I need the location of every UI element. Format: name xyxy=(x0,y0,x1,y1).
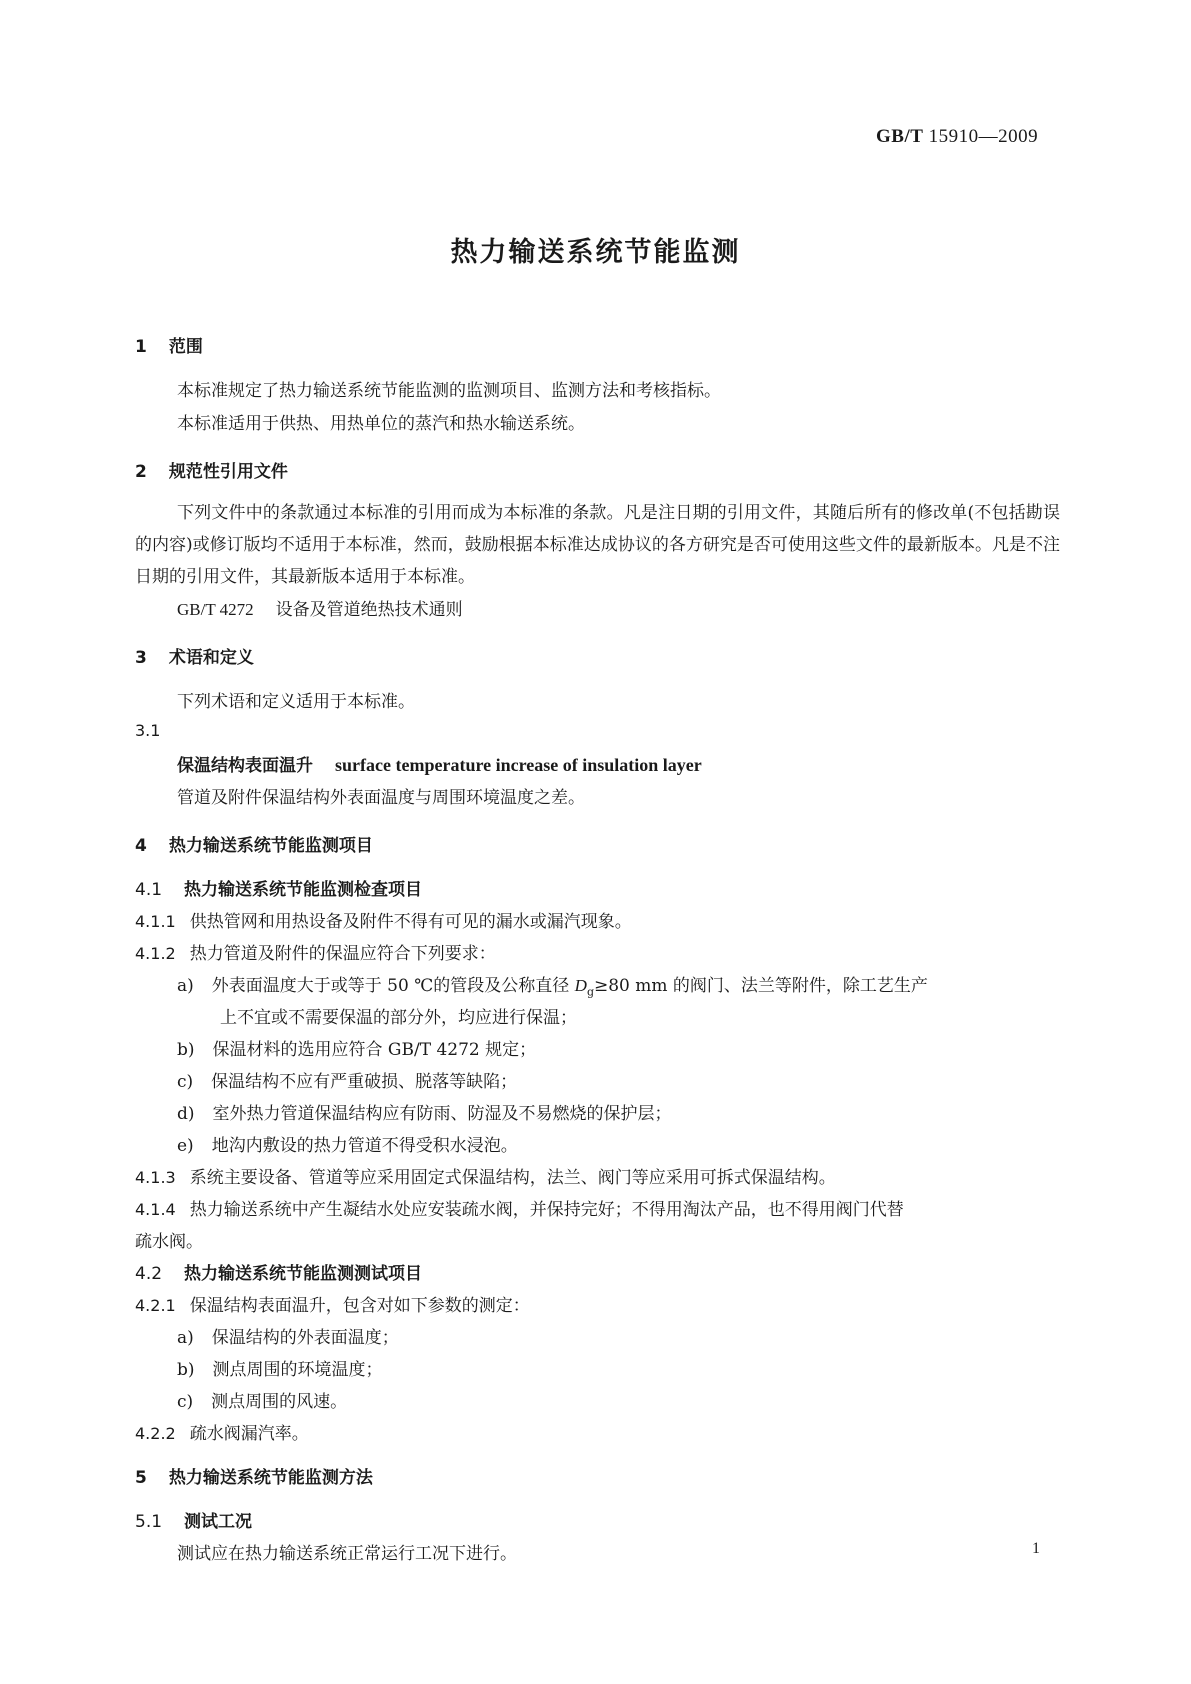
scope-paragraph-1: 本标准规定了热力输送系统节能监测的监测项目、监测方法和考核指标。 xyxy=(177,381,721,401)
item-number: 4.1.3 xyxy=(135,1168,176,1187)
item-text: 热力管道及附件的保温应符合下列要求： xyxy=(189,944,496,964)
section-title: 规范性引用文件 xyxy=(168,462,288,482)
list-text: 地沟内敷设的热力管道不得受积水浸泡。 xyxy=(211,1136,518,1156)
item-4-1-1 xyxy=(135,907,632,932)
item-text: 保温结构表面温升，包含对如下参数的测定： xyxy=(189,1296,530,1316)
clause-4-2-heading xyxy=(135,1259,422,1284)
standard-number xyxy=(876,126,1038,148)
list-text-pre: 外表面温度大于或等于 50 ℃的管段及公称直径 xyxy=(211,976,575,996)
item-4-2-2 xyxy=(135,1419,309,1444)
list-label: d) xyxy=(177,1104,195,1124)
section-number: 1 xyxy=(135,337,147,357)
list-text: 保温结构的外表面温度； xyxy=(211,1328,399,1348)
term-definition: 管道及附件保温结构外表面温度与周围环境温度之差。 xyxy=(177,788,585,808)
clause-title: 测试工况 xyxy=(184,1512,253,1532)
item-4-1-3 xyxy=(135,1163,836,1188)
list-label: c) xyxy=(177,1392,194,1412)
list-item-b xyxy=(177,1355,383,1380)
section-title: 热力输送系统节能监测项目 xyxy=(168,836,373,856)
section-3-heading xyxy=(135,643,254,668)
section-number: 5 xyxy=(135,1468,147,1488)
list-item-b xyxy=(177,1035,536,1060)
page-number: 1 xyxy=(1032,1540,1040,1557)
list-label: b) xyxy=(177,1360,195,1380)
list-text: 测点周围的环境温度； xyxy=(212,1360,383,1380)
term-chinese: 保温结构表面温升 xyxy=(177,756,313,776)
scope-paragraph-2: 本标准适用于供热、用热单位的蒸汽和热水输送系统。 xyxy=(177,414,585,434)
section-4-heading xyxy=(135,831,373,856)
item-number: 4.2.2 xyxy=(135,1424,176,1443)
list-item-c xyxy=(177,1387,347,1412)
section-title: 范围 xyxy=(168,337,203,357)
terms-intro: 下列术语和定义适用于本标准。 xyxy=(177,692,415,712)
section-2-heading xyxy=(135,457,288,482)
section-5-heading xyxy=(135,1463,373,1488)
list-text: 室外热力管道保温结构应有防雨、防湿及不易燃烧的保护层； xyxy=(212,1104,672,1124)
section-title: 术语和定义 xyxy=(168,648,254,668)
reference-title: 设备及管道绝热技术通则 xyxy=(275,600,463,620)
term-english: surface temperature increase of insulation layer xyxy=(335,755,702,775)
item-number: 4.2.1 xyxy=(135,1296,176,1315)
clause-5-1-heading xyxy=(135,1507,252,1532)
list-text-post: ≥80 mm 的阀门、法兰等附件，除工艺生产 xyxy=(593,976,928,996)
clause-number: 4.1 xyxy=(135,880,163,900)
list-label: a) xyxy=(177,976,194,996)
list-label: a) xyxy=(177,1328,194,1348)
normative-references-paragraph: 下列文件中的条款通过本标准的引用而成为本标准的条款。凡是注日期的引用文件，其随后所有的修改单(不包括勘误的内容)或修订版均不适用于本标准，然而，鼓励根据本标准达成协议的各方研究是否可使用这些文件的最新版本。凡是不注日期的引用文件，其最新版本适用于本标准。 xyxy=(135,503,1060,587)
item-text: 热力输送系统中产生凝结水处应安装疏水阀，并保持完好；不得用淘汰产品，也不得用阀门代替 xyxy=(189,1200,904,1220)
item-number: 4.1.1 xyxy=(135,912,176,931)
diameter-symbol: D xyxy=(574,976,587,995)
section-1-heading xyxy=(135,332,203,357)
section-number: 4 xyxy=(135,836,147,856)
list-label: c) xyxy=(177,1072,194,1092)
clause-4-1-heading xyxy=(135,875,422,900)
item-4-2-1 xyxy=(135,1291,530,1316)
item-number: 4.1.4 xyxy=(135,1200,176,1219)
list-item-d xyxy=(177,1099,672,1124)
item-text: 供热管网和用热设备及附件不得有可见的漏水或漏汽现象。 xyxy=(189,912,632,932)
list-item-e xyxy=(177,1131,518,1156)
item-4-1-2 xyxy=(135,939,496,964)
list-item-c xyxy=(177,1067,517,1092)
section-number: 3 xyxy=(135,648,147,668)
list-label: b) xyxy=(177,1040,195,1060)
list-item-a xyxy=(177,971,928,998)
document-title: 热力输送系统节能监测 xyxy=(450,237,741,268)
standard-prefix: GB/T xyxy=(876,126,924,147)
section-title: 热力输送系统节能监测方法 xyxy=(168,1468,373,1488)
term-line xyxy=(177,751,702,776)
standard-code: 15910—2009 xyxy=(928,126,1039,147)
list-item-a-continuation: 上不宜或不需要保温的部分外，均应进行保温； xyxy=(220,1008,577,1028)
list-text: 测点周围的风速。 xyxy=(211,1392,348,1412)
list-item-a xyxy=(177,1323,399,1348)
clause-number: 5.1 xyxy=(135,1512,163,1532)
item-4-1-4 xyxy=(135,1195,904,1220)
diameter-subscript: g xyxy=(586,985,594,999)
clause-title: 热力输送系统节能监测测试项目 xyxy=(184,1264,423,1284)
test-condition-paragraph: 测试应在热力输送系统正常运行工况下进行。 xyxy=(177,1544,517,1564)
section-number: 2 xyxy=(135,462,147,482)
list-label: e) xyxy=(177,1136,194,1156)
subclause-number: 3.1 xyxy=(135,721,161,740)
item-4-1-4-continuation: 疏水阀。 xyxy=(135,1232,203,1252)
list-text: 保温结构不应有严重破损、脱落等缺陷； xyxy=(211,1072,518,1092)
reference-entry xyxy=(177,595,463,620)
item-text: 疏水阀漏汽率。 xyxy=(189,1424,309,1444)
clause-number: 4.2 xyxy=(135,1264,163,1284)
item-text: 系统主要设备、管道等应采用固定式保温结构，法兰、阀门等应采用可拆式保温结构。 xyxy=(189,1168,836,1188)
reference-code: GB/T 4272 xyxy=(177,600,254,619)
clause-title: 热力输送系统节能监测检查项目 xyxy=(184,880,423,900)
list-text: 保温材料的选用应符合 GB/T 4272 规定； xyxy=(212,1040,537,1060)
item-number: 4.1.2 xyxy=(135,944,176,963)
